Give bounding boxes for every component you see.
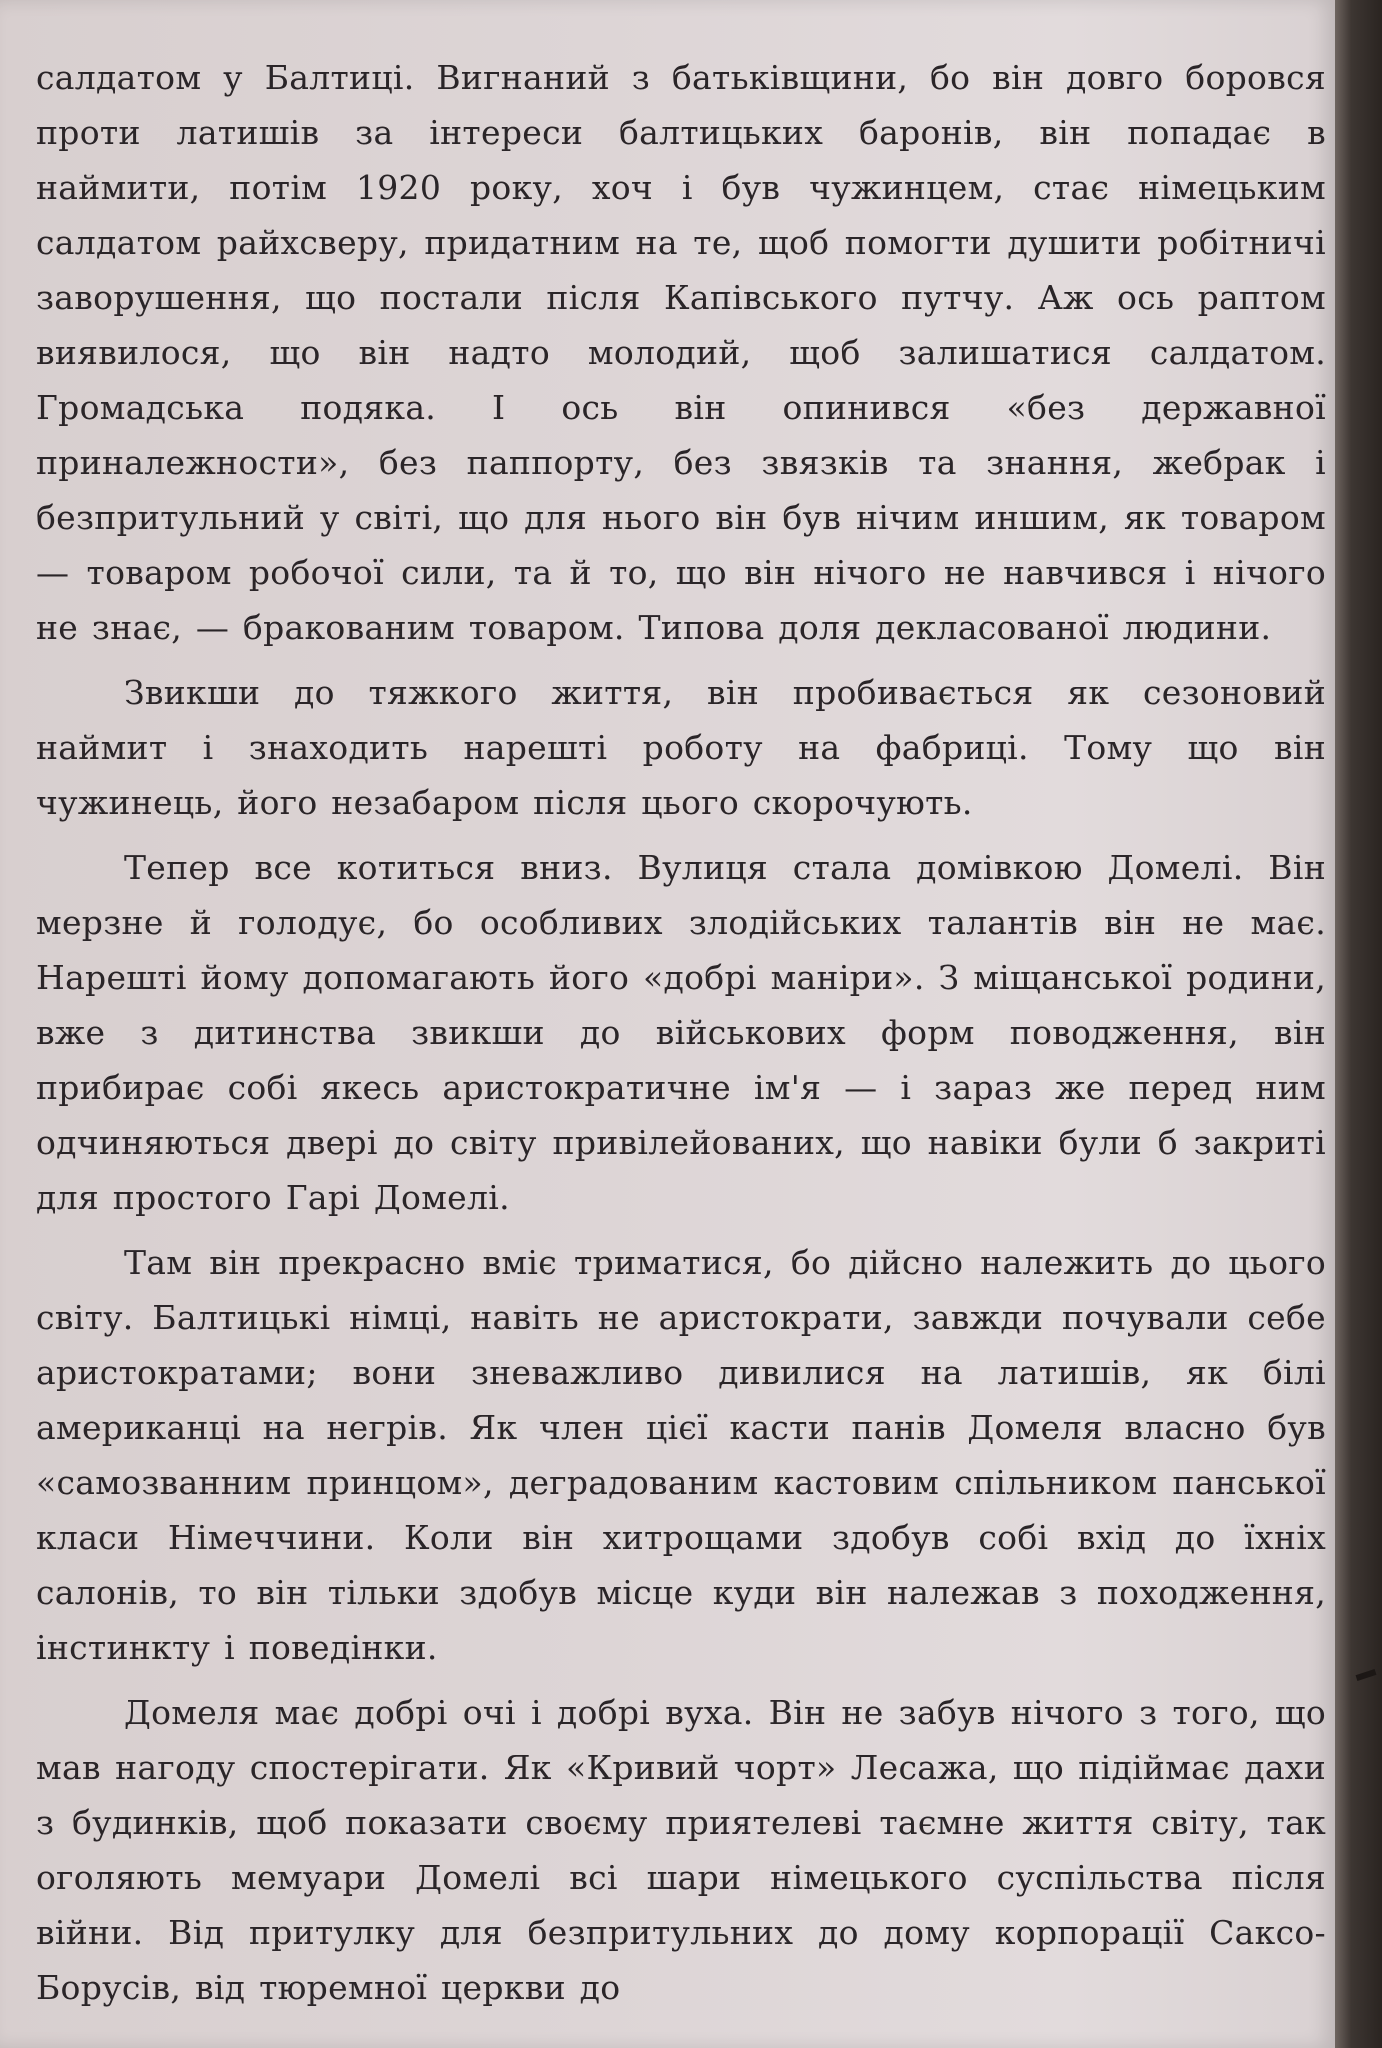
page-text (36, 50, 1326, 2025)
paragraph-5: Домеля має добрі очі і добрі вуха. Він не забув нічого з того, що мав нагоду спостерігати. Як «Кривий чорт» Лесажа, що підіймає дахи з будинків, щоб показати своєму приятелеві таємне життя світу, так оголяють мемуари Домелі всі шари німецького суспільства після війни. Від притулку для безпритульних до дому корпорації Саксо-Борусів, від тюремної церкви до (36, 1693, 1326, 2007)
paragraph-1: салдатом у Балтиці. Вигнаний з батьківщини, бо він довго боровся проти латишів за інтереси балтицьких баронів, він попадає в наймити, потім 1920 року, хоч і був чужинцем, стає німецьким салдатом райхсверу, придатним на те, щоб помогти душити робітничі заворушення, що постали після Капівського путчу. Аж ось раптом виявилося, що він надто молодий, щоб залишатися салдатом. Громадська подяка. І ось він опинився «без державної приналежности», без паппорту, без звязків та знання, жебрак і безпритульний у світі, що для нього він був нічим иншим, як товаром — товаром робочої сили, та й то, що він нічого не навчився і нічого не знає, — бракованим товаром. Типова доля декласованої людини. (36, 58, 1326, 647)
paragraph-2: Звикши до тяжкого життя, він пробивається як сезоновий наймит і знаходить нарешті роботу на фабриці. Тому що він чужинець, його незабаром після цього скорочують. (36, 673, 1326, 822)
paragraph-3: Тепер все котиться вниз. Вулиця стала домівкою Домелі. Він мерзне й голодує, бо особливих злодійських талантів він не має. Нарешті йому допомагають його «добрі маніри». З міщанської родини, вже з дитинства звикши до військових форм поводження, він прибирає собі якесь аристократичне ім'я — і зараз же перед ним одчиняються двері до світу привілейованих, що навіки були б закриті для простого Гарі Домелі. (36, 848, 1326, 1217)
page-edge-shadow (1335, 0, 1382, 2048)
paragraph-4: Там він прекрасно вміє триматися, бо дійсно належить до цього світу. Балтицькі німці, навіть не аристократи, завжди почували себе аристократами; вони зневажливо дивилися на латишів, як білі американці на негрів. Як член цієї касти панів Домеля власно був «самозванним принцом», деградованим кастовим спільником панської класи Німеччини. Коли він хитрощами здобув собі вхід до їхніх салонів, то він тільки здобув місце куди він належав з походження, інстинкту і поведінки. (36, 1243, 1326, 1667)
